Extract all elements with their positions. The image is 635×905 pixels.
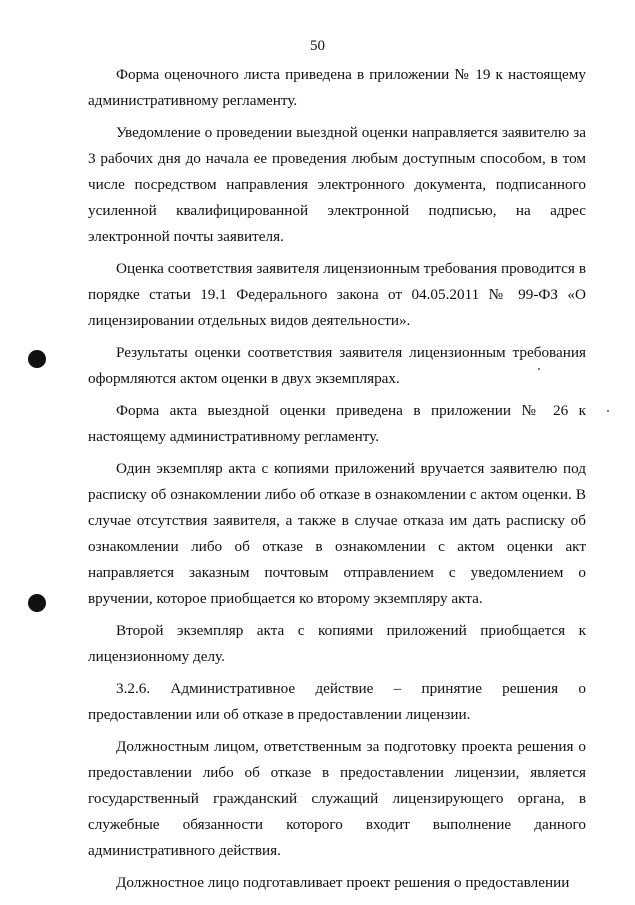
paragraph-responsible-official: Должностным лицом, ответственным за подготовку проекта решения о предоставлении либо об отказе в предоставлении лицензии, является государственный гражданский служащий лицензирующего органа, в служебные обязанности которого входит выполнение данного административного действия. bbox=[88, 738, 586, 859]
scan-speck bbox=[607, 410, 609, 412]
paragraph-assessment-results: Результаты оценки соответствия заявителя лицензионным требования оформляются актом оценки в двух экземплярах. bbox=[88, 344, 586, 387]
paragraph-act-form: Форма акта выездной оценки приведена в приложении № 26 к настоящему административному регламенту. bbox=[88, 402, 586, 445]
paragraph-notification: Уведомление о проведении выездной оценки направляется заявителю за 3 рабочих дня до начала ее проведения любым доступным способом, в том числе посредством направления электронного документа, подписанного усиленной квалифицированной электронной подписью, на адрес электронной почты заявителя. bbox=[88, 124, 586, 245]
binder-hole-mark bbox=[28, 350, 46, 368]
paragraph-evaluation-form: Форма оценочного листа приведена в приложении № 19 к настоящему административному регламенту. bbox=[88, 66, 586, 109]
paragraph-section-3-2-6: 3.2.6. Административное действие – принятие решения о предоставлении или об отказе в предоставлении лицензии. bbox=[88, 680, 586, 723]
paragraph-draft-decision: Должностное лицо подготавливает проект решения о предоставлении bbox=[116, 874, 570, 891]
paragraph-assessment-procedure: Оценка соответствия заявителя лицензионным требования проводится в порядке статьи 19.1 Федерального закона от 04.05.2011 № 99-ФЗ «О лицензировании отдельных видов деятельности». bbox=[88, 260, 586, 329]
document-body bbox=[88, 62, 586, 900]
paragraph-act-copy-delivery: Один экземпляр акта с копиями приложений вручается заявителю под расписку об ознакомлении либо об отказе в ознакомлении с актом оценки. В случае отсутствия заявителя, а также в случае отказа им дать расписку об ознакомлении либо об отказе в ознакомлении с актом оценки акт направляется заказным почтовым отправлением с уведомлением о вручении, которое приобщается ко второму экземпляру акта. bbox=[88, 460, 586, 607]
page-number: 50 bbox=[310, 38, 325, 54]
paragraph-second-copy: Второй экземпляр акта с копиями приложений приобщается к лицензионному делу. bbox=[88, 622, 586, 665]
binder-hole-mark bbox=[28, 594, 46, 612]
scan-speck bbox=[538, 368, 540, 370]
